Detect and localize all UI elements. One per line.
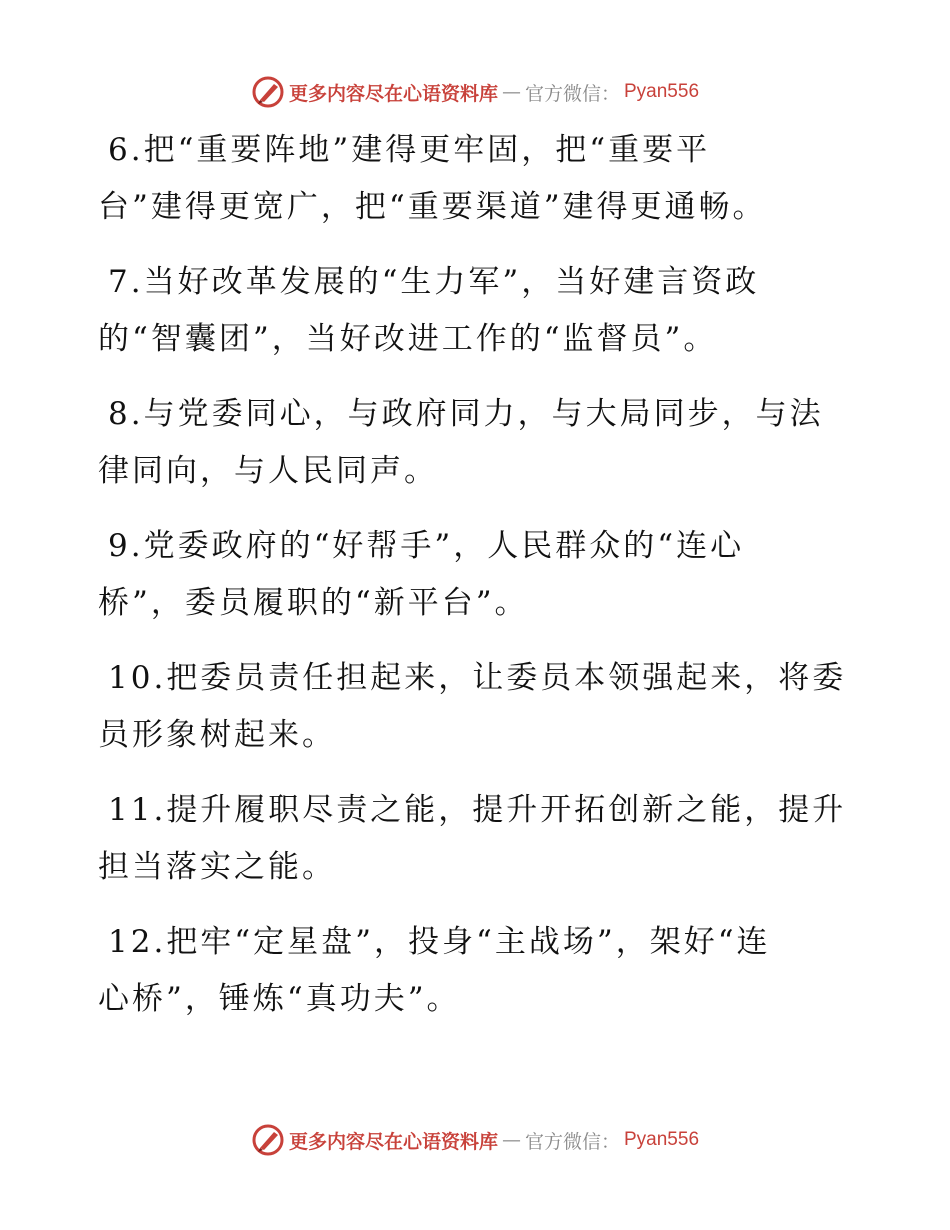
paragraph-text-line1: 党委政府的“好帮手”，人民群众的“连心 bbox=[143, 528, 745, 564]
paragraph-11 bbox=[98, 782, 858, 896]
paragraph-number: 6. bbox=[108, 132, 144, 168]
paragraph-number: 9. bbox=[108, 528, 144, 564]
paragraph-text-line2: 员形象树起来。 bbox=[98, 717, 336, 753]
paragraph-text-line1: 把牢“定星盘”，投身“主战场”，架好“连 bbox=[166, 924, 771, 960]
watermark-id: Pyan556 bbox=[624, 81, 700, 102]
watermark-label: 官方微信： bbox=[524, 82, 620, 105]
paragraph-6 bbox=[98, 122, 858, 236]
paragraph-12 bbox=[98, 914, 858, 1028]
paragraph-text-line1: 把“重要阵地”建得更牢固，把“重要平 bbox=[143, 132, 711, 168]
paragraph-number: 10. bbox=[108, 660, 167, 696]
watermark-main-text: 更多内容尽在心语资料库 bbox=[288, 82, 498, 105]
paragraph-8 bbox=[98, 386, 858, 500]
paragraph-number: 11. bbox=[108, 792, 167, 828]
paragraph-text-line2: 台”建得更宽广，把“重要渠道”建得更通畅。 bbox=[98, 189, 767, 225]
document-body bbox=[98, 122, 858, 1046]
watermark-label: 官方微信： bbox=[524, 1130, 620, 1153]
paragraph-text-line2: 的“智囊团”，当好改进工作的“监督员”。 bbox=[98, 321, 718, 357]
paragraph-number: 8. bbox=[108, 396, 144, 432]
paragraph-text-line1: 提升履职尽责之能，提升开拓创新之能，提升 bbox=[166, 792, 847, 828]
watermark-separator: — bbox=[501, 81, 521, 103]
paragraph-text-line2: 律同向，与人民同声。 bbox=[98, 453, 438, 489]
watermark-main-text: 更多内容尽在心语资料库 bbox=[288, 1130, 498, 1153]
watermark-id: Pyan556 bbox=[624, 1129, 700, 1150]
watermark-separator: — bbox=[501, 1129, 521, 1151]
paragraph-text-line1: 与党委同心，与政府同力，与大局同步，与法 bbox=[143, 396, 824, 432]
pen-circle-logo-icon bbox=[251, 1123, 285, 1157]
paragraph-10 bbox=[98, 650, 858, 764]
paragraph-text-line2: 担当落实之能。 bbox=[98, 849, 336, 885]
paragraph-text-line2: 桥”，委员履职的“新平台”。 bbox=[98, 585, 529, 621]
paragraph-text-line2: 心桥”，锤炼“真功夫”。 bbox=[98, 981, 461, 1017]
footer-watermark bbox=[0, 1120, 950, 1160]
paragraph-text-line1: 当好改革发展的“生力军”，当好建言资政 bbox=[143, 264, 760, 300]
paragraph-number: 7. bbox=[108, 264, 144, 300]
pen-circle-logo-icon bbox=[251, 75, 285, 109]
paragraph-9 bbox=[98, 518, 858, 632]
paragraph-text-line1: 把委员责任担起来，让委员本领强起来，将委 bbox=[166, 660, 847, 696]
header-watermark bbox=[0, 72, 950, 112]
paragraph-7 bbox=[98, 254, 858, 368]
paragraph-number: 12. bbox=[108, 924, 167, 960]
